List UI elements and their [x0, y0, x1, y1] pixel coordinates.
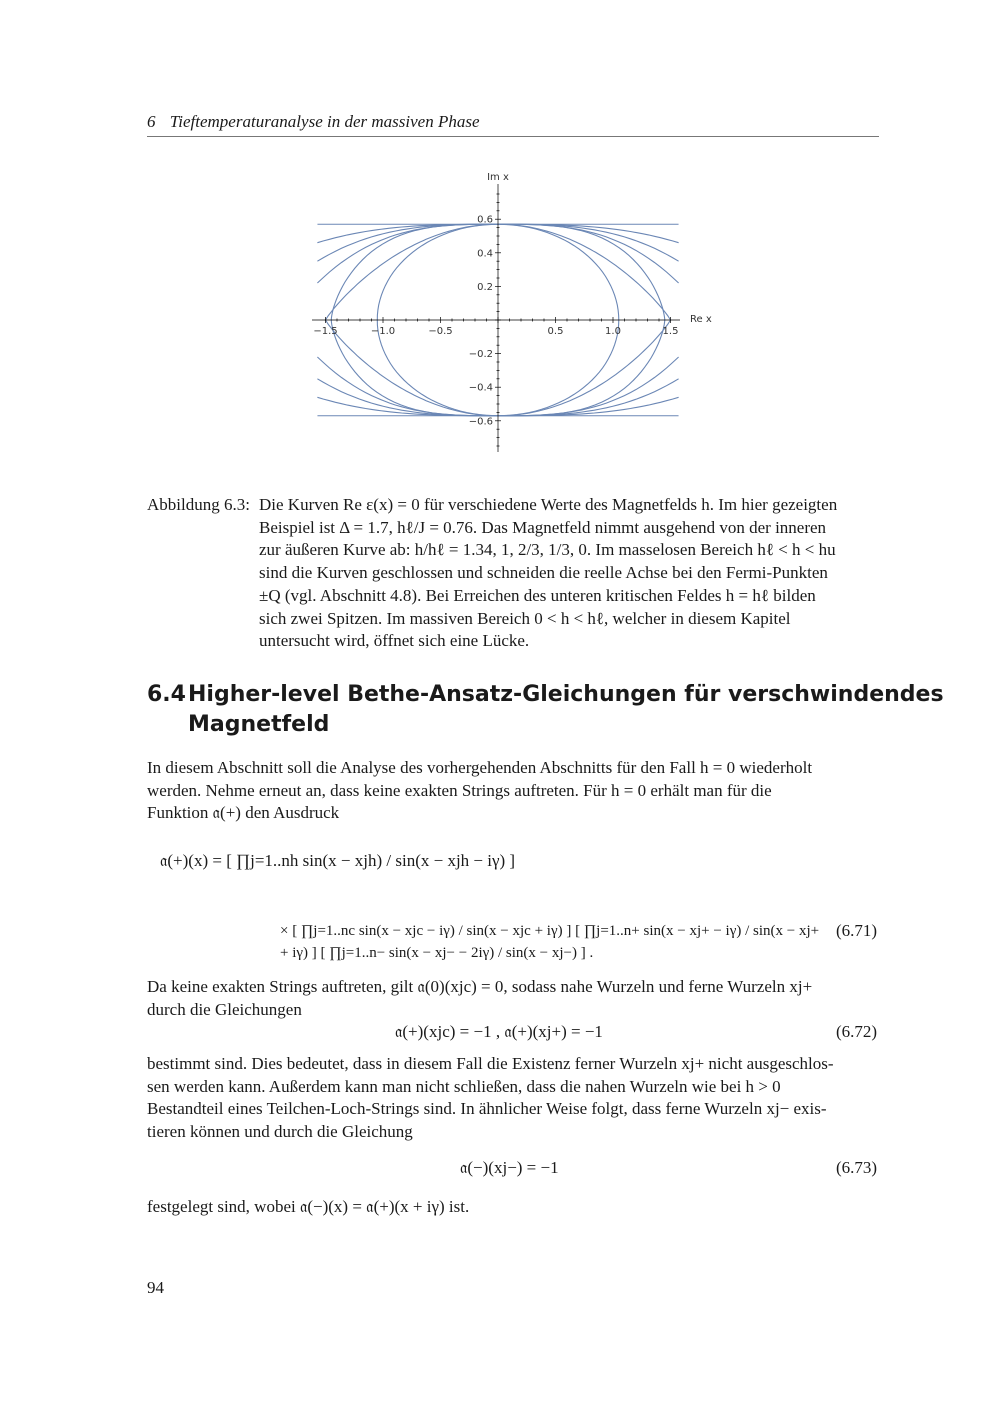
paragraph-2-line: Da keine exakten Strings auftreten, gilt 𝔞(0)(xjc) = 0, sodass nahe Wurzeln und ferne Wurzeln xj+: [147, 977, 813, 996]
paragraph-1-line: In diesem Abschnitt soll die Analyse des vorhergehenden Abschnitts für den Fall h = 0 wiederholt: [147, 758, 813, 777]
y-tick-label: 0.2: [477, 281, 493, 293]
section-number: 6.4: [147, 682, 186, 707]
equation-6-73: 𝔞(−)(xj−) = −1: [460, 1158, 559, 1177]
caption-line: Beispiel ist Δ = 1.7, hℓ/J = 0.76. Das Magnetfeld nimmt ausgehend von der inneren: [259, 517, 827, 537]
chapter-title: Tieftemperaturanalyse in der massiven Phase: [169, 112, 480, 131]
caption-line: sich zwei Spitzen. Im massiven Bereich 0 < h < hℓ, welcher in diesem Kapitel: [259, 608, 791, 628]
paragraph-1-line: Funktion 𝔞(+) den Ausdruck: [147, 803, 340, 823]
equation-number-6-72: (6.72): [836, 1022, 878, 1041]
caption-line: untersucht wird, öffnet sich eine Lücke.: [259, 631, 530, 651]
x-tick-label: −1.0: [370, 326, 396, 337]
equation-6-71-line-2: × [ ∏j=1..nc sin(x − xjc − iγ) / sin(x − xjc + iγ) ] [ ∏j=1..n+ sin(x − xj+ − iγ) / sin(x − xj+ + iγ) ] [ ∏j=1..n− sin(x − xj− − 2iγ) / sin(x − xj−) ] .: [280, 923, 820, 961]
paragraph-3: [147, 1053, 879, 1144]
x-tick-label: −0.5: [428, 326, 453, 337]
equation-number-6-73: (6.73): [836, 1158, 878, 1177]
chapter-number: 6: [147, 112, 156, 131]
paragraph-1: [147, 757, 879, 825]
paragraph-4: [147, 1196, 879, 1219]
caption-text: [259, 494, 879, 653]
caption-label: Abbildung 6.3:: [147, 495, 250, 514]
paragraph-3-line: sen werden kann. Außerdem kann man nicht schließen, dass die nahen Wurzeln wie bei h > 0: [147, 1076, 781, 1096]
section-title-line-1: Higher-level Bethe-Ansatz-Gleichungen für verschwindendes: [188, 682, 944, 707]
x-tick-label: 1.0: [605, 326, 621, 337]
paragraph-3-line: bestimmt sind. Dies bedeutet, dass in diesem Fall die Existenz ferner Wurzeln xj+ nicht ausgeschlos-: [147, 1054, 834, 1073]
x-axis-label: Re x: [690, 314, 712, 325]
x-tick-label: 1.5: [662, 326, 679, 337]
x-tick-label: 0.5: [547, 326, 564, 337]
caption-line: zur äußeren Kurve ab: h/hℓ = 1.34, 1, 2/3, 1/3, 0. Im masselosen Bereich hℓ < h < hu: [259, 540, 836, 560]
y-tick-label: −0.6: [468, 416, 493, 428]
x-tick-label: −1.5: [313, 326, 338, 337]
section-title-line-2: Magnetfeld: [188, 712, 330, 737]
y-tick-label: −0.4: [468, 382, 493, 394]
paragraph-3-line: tieren können und durch die Gleichung: [147, 1122, 413, 1142]
equation-6-72: 𝔞(+)(xjc) = −1 , 𝔞(+)(xj+) = −1: [395, 1022, 603, 1041]
y-axis-label: Im x: [487, 172, 509, 183]
paragraph-3-line: Bestandteil eines Teilchen-Loch-Strings sind. In ähnlicher Weise folgt, dass ferne Wurzeln xj− exis-: [147, 1099, 827, 1119]
page-number: 94: [147, 1278, 164, 1297]
equation-6-71-line-1: 𝔞(+)(x) = [ ∏j=1..nh sin(x − xjh) / sin(x − xjh − iγ) ]: [160, 851, 516, 870]
equation-number-6-71: (6.71): [836, 921, 878, 940]
running-head: [147, 110, 879, 137]
caption-line: ±Q (vgl. Abschnitt 4.8). Bei Erreichen des unteren kritischen Feldes h = hℓ bilden: [259, 585, 816, 605]
caption-line: sind die Kurven geschlossen und schneiden die reelle Achse bei den Fermi-Punkten: [259, 563, 828, 583]
figure-plot: [300, 166, 730, 458]
y-tick-label: 0.6: [477, 214, 493, 226]
y-tick-label: −0.2: [468, 349, 493, 361]
paragraph-2-line: durch die Gleichungen: [147, 999, 302, 1019]
paragraph-1-line: werden. Nehme erneut an, dass keine exakten Strings auftreten. Für h = 0 erhält man für die: [147, 780, 772, 800]
caption-line: Die Kurven Re ε(x) = 0 für verschiedene Werte des Magnetfelds h. Im hier gezeigten: [259, 495, 838, 514]
paragraph-2: [147, 976, 879, 1021]
y-tick-label: 0.4: [477, 248, 493, 260]
paragraph-4-line: festgelegt sind, wobei 𝔞(−)(x) = 𝔞(+)(x + iγ) ist.: [147, 1197, 470, 1216]
